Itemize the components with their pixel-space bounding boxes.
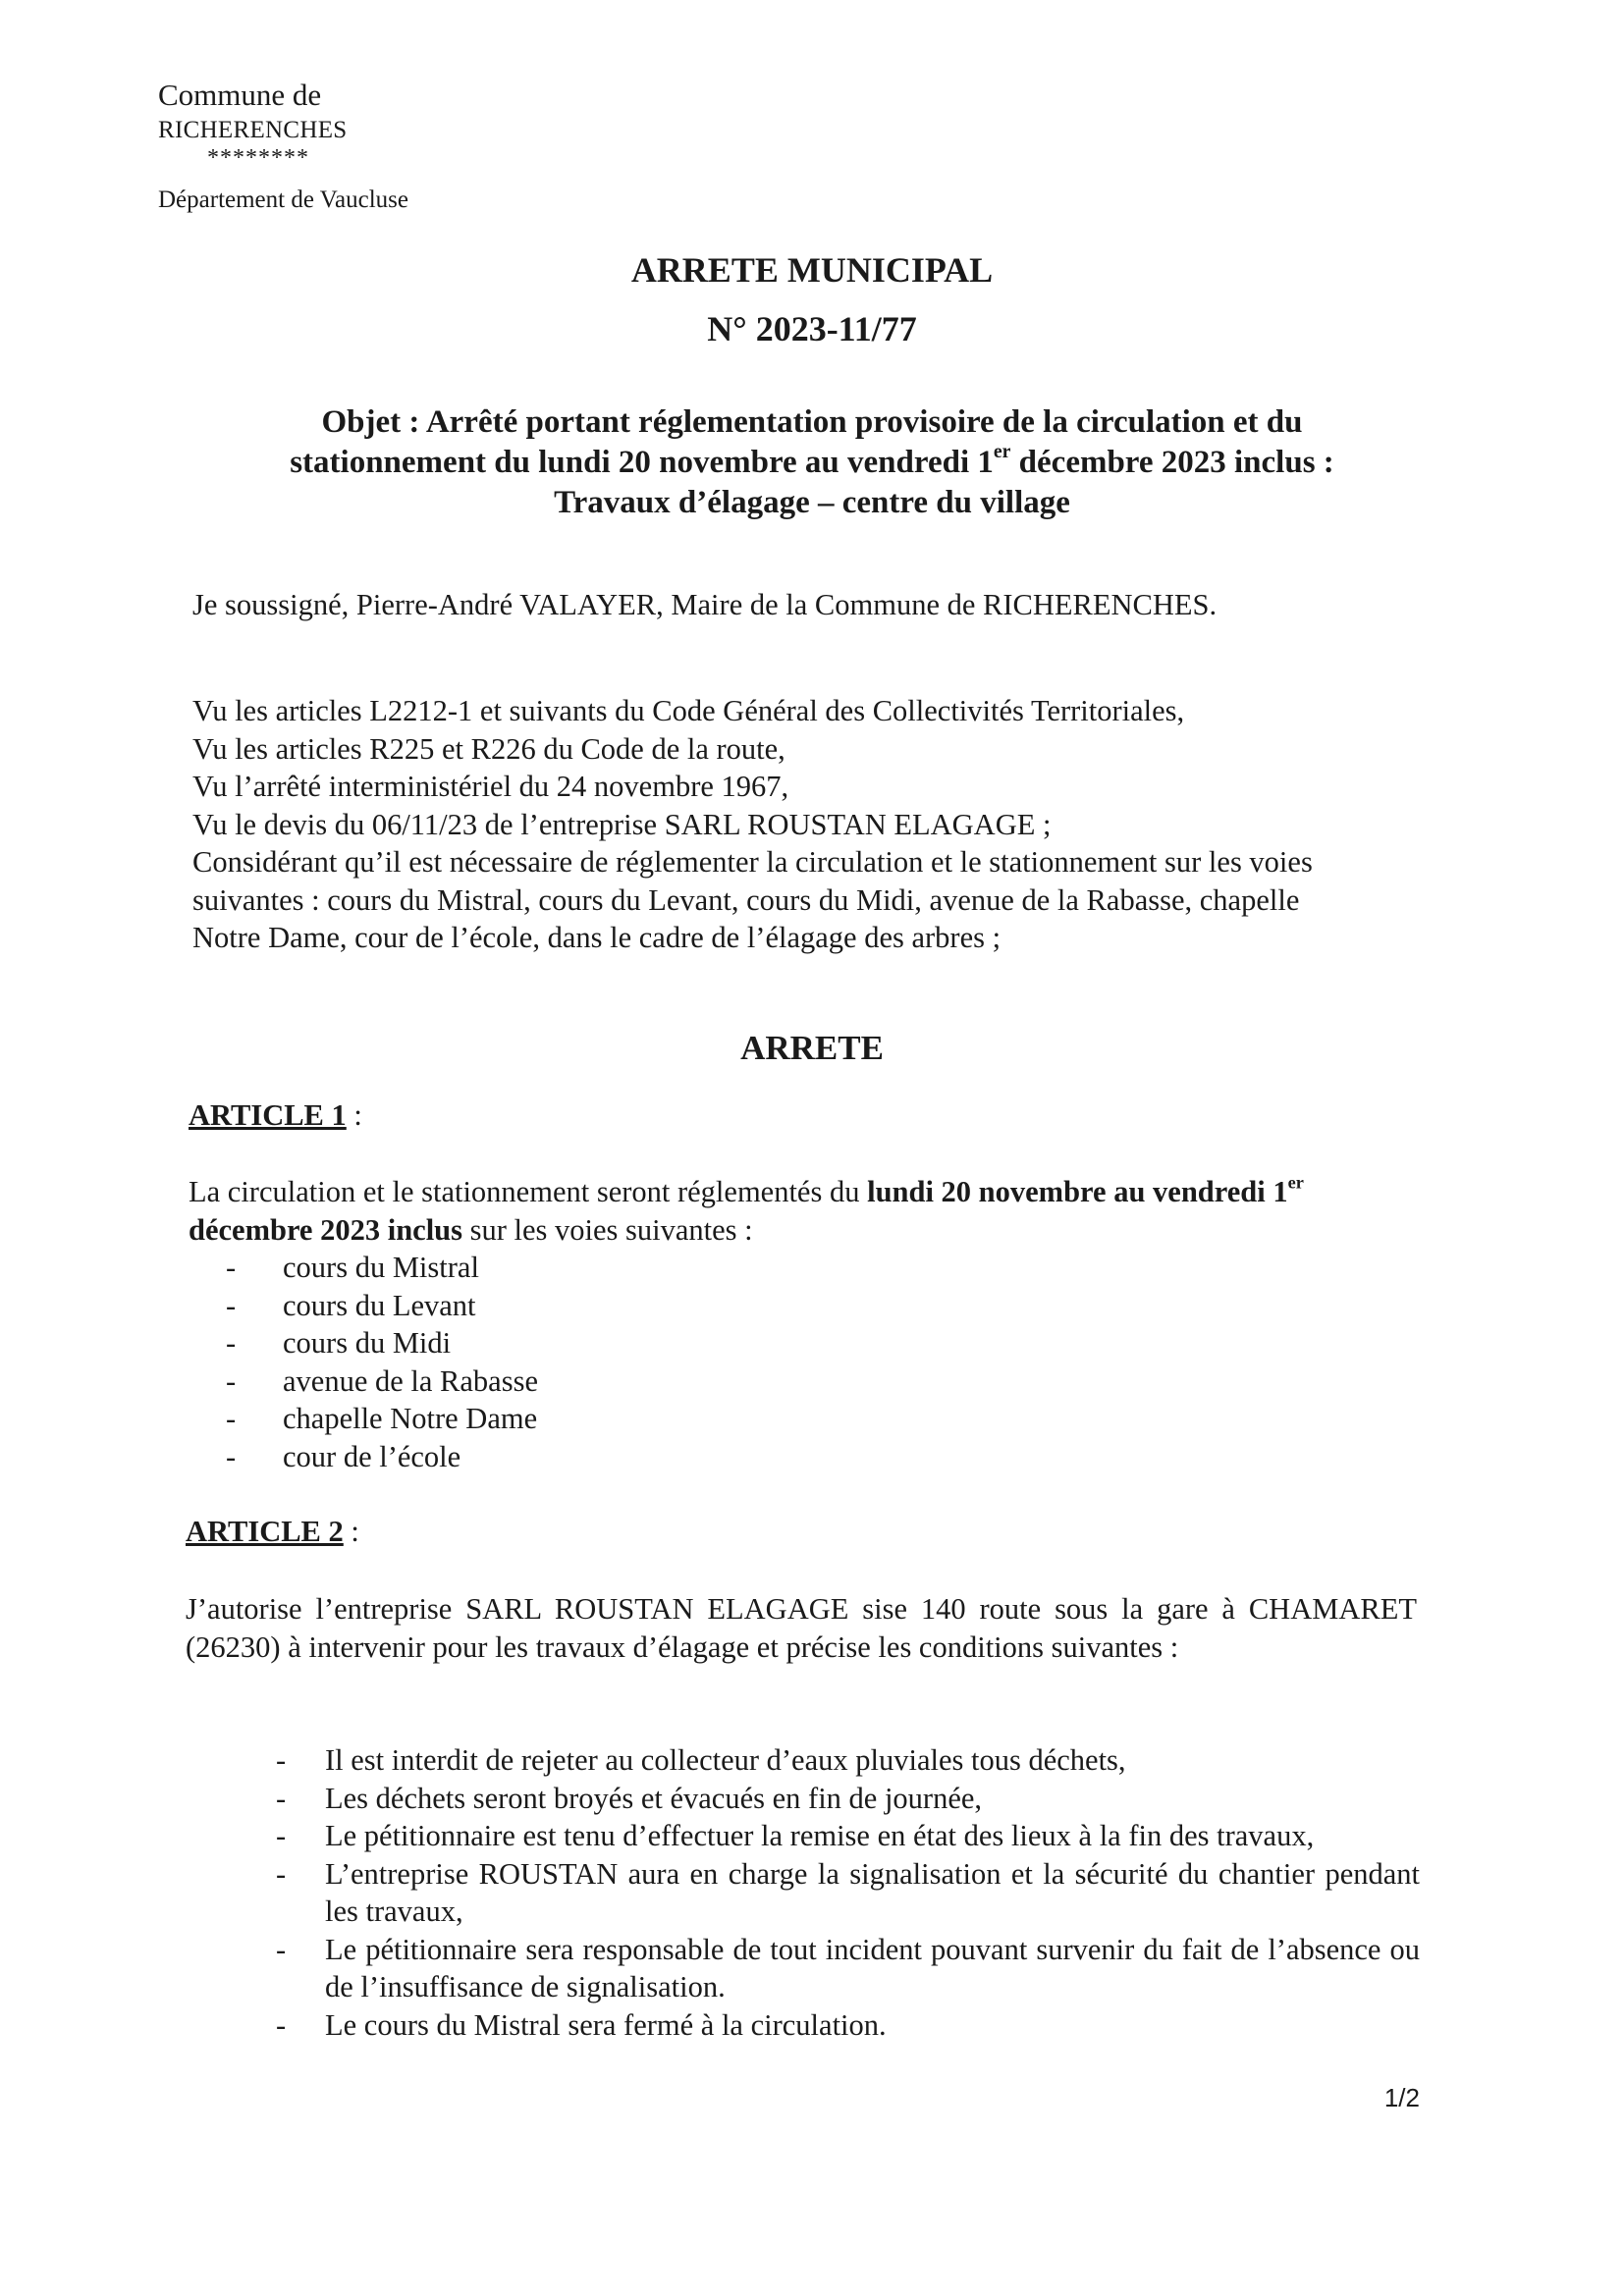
list-item: - avenue de la Rabasse <box>189 1362 1304 1401</box>
header-commune-name: RICHERENCHES <box>158 116 348 143</box>
header-commune: Commune de <box>158 78 322 112</box>
consideration-line: Vu les articles L2212-1 et suivants du Code Général des Collectivités Territoriales, <box>192 694 1185 727</box>
article-1-body <box>189 1173 1304 1475</box>
consideration-line: Notre Dame, cour de l’école, dans le cadre de l’élagage des arbres ; <box>192 921 1001 954</box>
list-item: - cours du Mistral <box>189 1249 1304 1287</box>
list-item: - Le cours du Mistral sera fermé à la circulation. <box>186 2006 1420 2045</box>
list-item: - cours du Midi <box>189 1324 1304 1362</box>
list-item: - Le pétitionnaire sera responsable de tout incident pouvant survenir du fait de l’absence ou de l’insuffisance de signalisation. <box>186 1931 1420 2006</box>
article-2-heading: ARTICLE 2 : <box>186 1515 359 1548</box>
list-item: - Les déchets seront broyés et évacués en fin de journée, <box>186 1780 1420 1818</box>
article-2-conditions <box>186 1741 1420 2044</box>
header-separator: ******** <box>207 145 309 171</box>
article-1-heading: ARTICLE 1 : <box>189 1098 362 1132</box>
document-number: N° 2023-11/77 <box>707 309 917 348</box>
list-item: - Il est interdit de rejeter au collecteur d’eaux pluviales tous déchets, <box>186 1741 1420 1780</box>
subject-block <box>0 402 1624 523</box>
article-2-intro: J’autorise l’entreprise SARL ROUSTAN ELAGAGE sise 140 route sous la gare à CHAMARET (26230) à intervenir pour les travaux d’élagage et précise les conditions suivantes : <box>186 1592 1417 1664</box>
consideration-line: suivantes : cours du Mistral, cours du Levant, cours du Midi, avenue de la Rabasse, chapelle <box>192 882 1300 917</box>
subject-line-1: Objet : Arrêté portant réglementation provisoire de la circulation et du <box>321 404 1303 440</box>
list-item: - cour de l’école <box>189 1438 1304 1476</box>
consideration-line: Vu les articles R225 et R226 du Code de la route, <box>192 731 785 766</box>
list-item: - Le pétitionnaire est tenu d’effectuer la remise en état des lieux à la fin des travaux, <box>186 1817 1420 1855</box>
issuer-header <box>158 77 408 216</box>
list-item: - cours du Levant <box>189 1287 1304 1325</box>
arrete-heading: ARRETE <box>740 1029 884 1067</box>
list-item: - L’entreprise ROUSTAN aura en charge la signalisation et la sécurité du chantier pendant les travaux, <box>186 1855 1420 1931</box>
considerations-block <box>192 692 1313 957</box>
conditions-list <box>186 1741 1420 2044</box>
list-item: - chapelle Notre Dame <box>189 1400 1304 1438</box>
signatory-line: Je soussigné, Pierre-André VALAYER, Maire de la Commune de RICHERENCHES. <box>192 588 1218 621</box>
article-1-text-line-2: décembre 2023 inclus sur les voies suivantes : <box>189 1212 753 1247</box>
consideration-line: Vu l’arrêté interministériel du 24 novembre 1967, <box>192 770 789 803</box>
page-number: 1/2 <box>1383 2083 1420 2112</box>
subject-line-2: stationnement du lundi 20 novembre au vendredi 1er décembre 2023 inclus : <box>290 441 1334 480</box>
header-department: Département de Vaucluse <box>158 187 408 214</box>
consideration-line: Considérant qu’il est nécessaire de réglementer la circulation et le stationnement sur les voies <box>192 845 1313 879</box>
document-title: ARRETE MUNICIPAL <box>630 250 994 290</box>
subject-line-3: Travaux d’élagage – centre du village <box>554 485 1070 520</box>
article-1-text-line-1: La circulation et le stationnement seront réglementés du lundi 20 novembre au vendredi 1er <box>189 1172 1304 1208</box>
street-list <box>189 1249 1304 1475</box>
consideration-line: Vu le devis du 06/11/23 de l’entreprise SARL ROUSTAN ELAGAGE ; <box>192 807 1052 841</box>
